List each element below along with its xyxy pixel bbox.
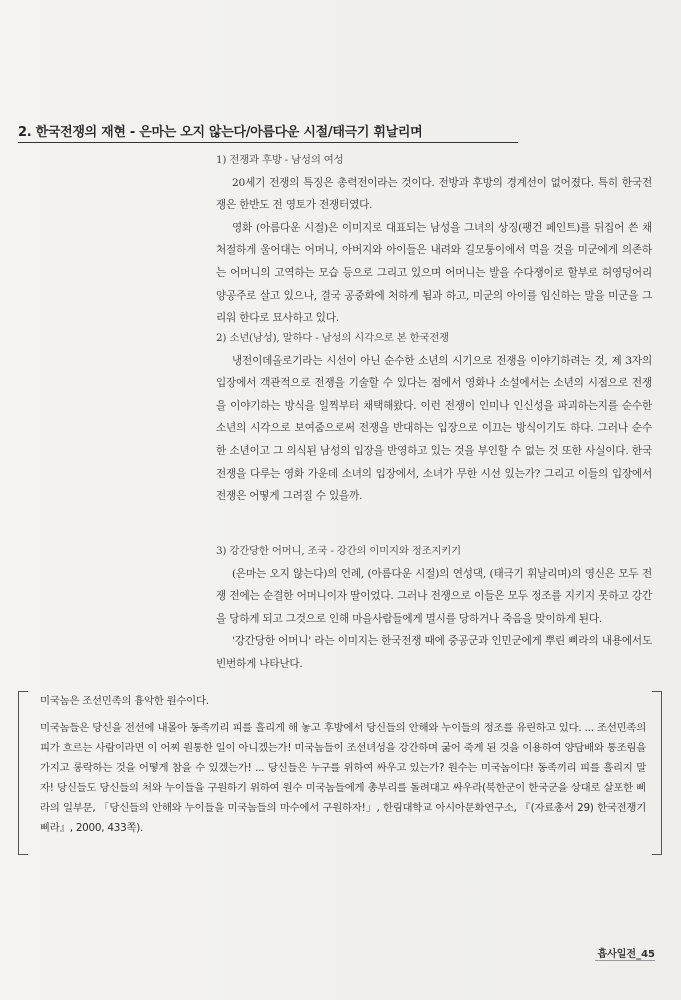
quote-body: 미국놈들은 당신을 전선에 내몰아 동족끼리 피를 흘리게 해 놓고 후방에서 당신들의 안해와 누이들의 정조를 유린하고 있다. ... 조선민족의 피가 흐르는 사람이라면 이 어찌 원통한 일이 아니겠는가! 미국놈들이 조선녀성을 강간하며 굶어 죽게 된 것을 이용하여 양담배와 통조림을 가지고 롱락하는 것을 어떻게 참을 수 있겠는가! ... 당신들은 누구를 위하여 싸우고 있는가? 원수는 미국놈이다! 동족끼리 피를 흘리지 말자! 당신들도 당신들의 처와 누이들을 구원하기 위하여 원수 미국놈들에게 총부리를 돌려대고 싸우라(북한군이 한국군을 상대로 살포한 삐라의 일부문, 「당신들의 안해와 누이들을 미국놈들의 마수에서 구원하자!」, 한림대학교 아시아문화연구소, 『(자료총서 29) 한국전쟁기 삐라』, 2000, 433쪽). <box>40 722 646 834</box>
section-1-paragraph: 20세기 전쟁의 특징은 총력전이라는 것이다. 전방과 후방의 경계선이 없어졌다. 특히 한국전쟁은 한반도 전 영토가 전쟁터였다. <box>216 176 652 212</box>
right-bracket <box>652 691 662 855</box>
footer-rule <box>595 960 655 961</box>
section-2 <box>216 327 652 508</box>
section-1-subtitle: 1) 전쟁과 후방 - 남성의 여성 <box>216 154 344 166</box>
left-bracket <box>18 691 28 855</box>
quote-text <box>40 691 646 838</box>
section-3-subtitle: 3) 강간당한 어머니, 조국 - 강간의 이미지와 정조지키기 <box>216 545 461 557</box>
section-3-paragraph: (은마는 오지 않는다)의 언례, (아름다운 시절)의 연성댁, (태극기 휘날리며)의 영신은 모두 전쟁 전에는 순결한 어머니이자 딸이었다. 그러나 전쟁으로 이들은 모두 정조를 지키지 못하고 강간을 당하게 되고 그것으로 인해 마을사람들에게 멸시를 당하거나 죽음을 맞이하게 된다. <box>216 567 652 625</box>
section-1-paragraph: 영화 (아름다운 시절)은 이미지로 대표되는 남성을 그녀의 상징(팽건 페인트)를 뒤집어 쓴 채 처절하게 울어대는 어머니, 아버지와 아이들은 내려와 길모퉁이에서 먹을 것을 미군에게 의존하는 어머니의 고역하는 모습 등으로 그리고 있으며 어머니는 발을 수다쟁이로 할부로 허영덩어리 양공주로 살고 있으나, 결국 공중화에 처하게 됨과 하고, 미군의 아이를 임신하는 말을 미군을 그리워 한다로 묘사하고 있다. <box>216 221 652 325</box>
quote-title: 미국놈은 조선민족의 흉악한 원수이다. <box>40 695 209 707</box>
section-3 <box>216 540 652 676</box>
section-heading: 2. 한국전쟁의 재현 - 은마는 오지 않는다/아름다운 시절/태극기 휘날리며 <box>18 121 518 143</box>
section-3-paragraph: '강간당한 어머니' 라는 이미지는 한국전쟁 때에 중공군과 인민군에게 뿌린 삐라의 내용에서도 빈번하게 나타난다. <box>216 635 652 670</box>
section-1 <box>216 149 652 330</box>
quote-box <box>18 691 662 855</box>
section-2-subtitle: 2) 소년(남성), 말하다 - 남성의 시각으로 본 한국전쟁 <box>216 332 450 344</box>
section-2-paragraph: 냉전이데올로기라는 시선이 아닌 순수한 소년의 시기으로 전쟁을 이야기하려는 것, 제 3자의 입장에서 객관적으로 전쟁을 기술할 수 있다는 점에서 영화나 소설에서는 소년의 시점으로 전쟁을 이야기하는 방식을 일찍부터 채택해왔다. 이런 전쟁이 인미나 인신성을 파괴하는지를 순수한 소년의 시각으로 보여줌으로써 전쟁을 반대하는 입장으로 이끄는 방식이기도 하다. 그러나 순수한 소년이고 그 의식된 남성의 입장을 반영하고 있는 것을 부인할 수 없는 것 또한 사실이다. 한국전쟁을 다루는 영화 가운데 소녀의 입장에서, 소녀가 무한 시선 있는가? 그리고 이들의 입장에서 전쟁은 어떻게 그려질 수 있을까. <box>216 354 652 503</box>
page-number: 흡사일전_45 <box>597 949 655 960</box>
